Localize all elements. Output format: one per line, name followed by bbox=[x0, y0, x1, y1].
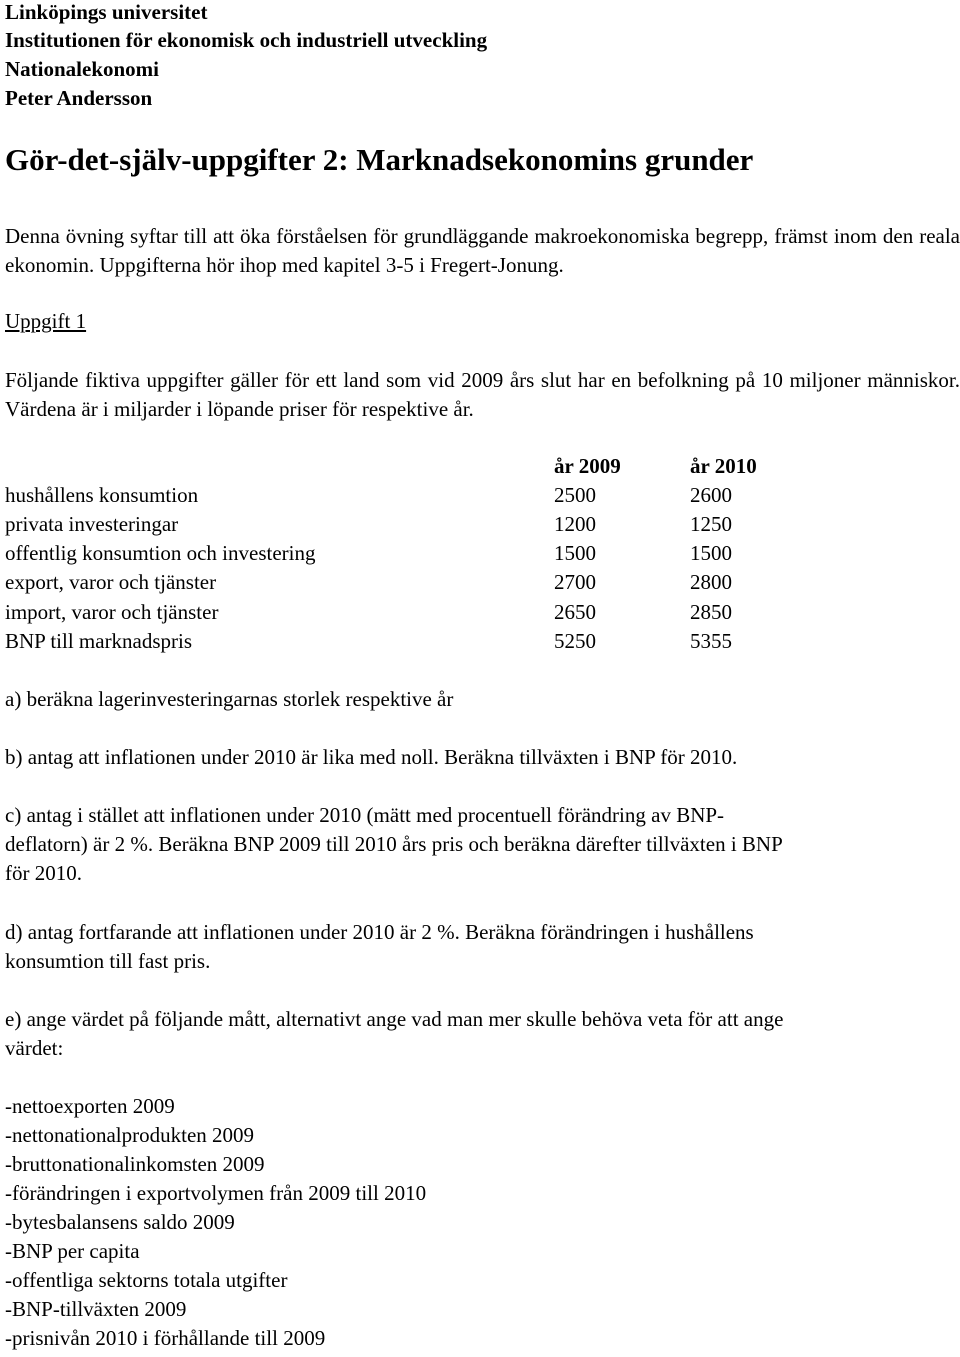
question-c-line-2: deflatorn) är 2 %. Beräkna BNP 2009 till 2010 års pris och beräkna därefter tillväxten i BNP bbox=[5, 832, 783, 856]
cell-2010: 5355 bbox=[690, 629, 732, 653]
cell-2009: 1500 bbox=[554, 541, 596, 565]
list-item: -offentliga sektorns totala utgifter bbox=[5, 1268, 288, 1292]
list-item: -bruttonationalinkomsten 2009 bbox=[5, 1152, 265, 1176]
cell-2009: 2700 bbox=[554, 570, 596, 594]
column-header-2010: år 2010 bbox=[690, 454, 757, 478]
table-row bbox=[0, 600, 960, 628]
list-item: -BNP per capita bbox=[5, 1239, 140, 1263]
cell-2010: 1500 bbox=[690, 541, 732, 565]
header-subject: Nationalekonomi bbox=[5, 57, 160, 81]
list-item: -nettoexporten 2009 bbox=[5, 1094, 175, 1118]
table-row bbox=[0, 483, 960, 511]
question-c-line-1: c) antag i stället att inflationen under 2010 (mätt med procentuell förändring av BNP- bbox=[5, 803, 725, 827]
row-label: hushållens konsumtion bbox=[5, 483, 199, 507]
list-item: -bytesbalansens saldo 2009 bbox=[5, 1210, 235, 1234]
question-b: b) antag att inflationen under 2010 är lika med noll. Beräkna tillväxten i BNP för 2010. bbox=[5, 745, 738, 769]
column-header-2009: år 2009 bbox=[554, 454, 621, 478]
question-e-line-1: e) ange värdet på följande mått, alternativt ange vad man mer skulle behöva veta för att ange bbox=[5, 1007, 784, 1031]
row-label: privata investeringar bbox=[5, 512, 179, 536]
header-author: Peter Andersson bbox=[5, 86, 153, 110]
question-d-line-1: d) antag fortfarande att inflationen under 2010 är 2 %. Beräkna förändringen i hushållens bbox=[5, 920, 754, 944]
cell-2009: 5250 bbox=[554, 629, 596, 653]
cell-2010: 2800 bbox=[690, 570, 732, 594]
question-e-line-2: värdet: bbox=[5, 1036, 64, 1060]
table-row bbox=[0, 512, 960, 540]
header-department: Institutionen för ekonomisk och industriell utveckling bbox=[5, 28, 488, 52]
table-row bbox=[0, 570, 960, 598]
task-heading: Uppgift 1 bbox=[5, 309, 87, 333]
list-item: -förändringen i exportvolymen från 2009 till 2010 bbox=[5, 1181, 427, 1205]
cell-2010: 2850 bbox=[690, 600, 732, 624]
cell-2009: 2650 bbox=[554, 600, 596, 624]
task-description: Följande fiktiva uppgifter gäller för ett land som vid 2009 års slut har en befolkning på 10 miljoner människor. Värdena är i miljarder i löpande priser för respektive år. bbox=[5, 368, 960, 421]
page-title: Gör-det-själv-uppgifter 2: Marknadsekonomins grunder bbox=[5, 142, 754, 177]
list-item: -BNP-tillväxten 2009 bbox=[5, 1297, 187, 1321]
table-row bbox=[0, 541, 960, 569]
question-c-line-3: för 2010. bbox=[5, 861, 82, 885]
row-label: import, varor och tjänster bbox=[5, 600, 219, 624]
list-item: -prisnivån 2010 i förhållande till 2009 bbox=[5, 1326, 326, 1350]
intro-paragraph: Denna övning syftar till att öka förståelsen för grundläggande makroekonomiska begrepp, främst inom den reala ekonomin. Uppgifterna hör ihop med kapitel 3-5 i Fregert-Jonung. bbox=[5, 224, 960, 277]
row-label: export, varor och tjänster bbox=[5, 570, 217, 594]
cell-2009: 1200 bbox=[554, 512, 596, 536]
cell-2009: 2500 bbox=[554, 483, 596, 507]
header-university: Linköpings universitet bbox=[5, 0, 208, 24]
cell-2010: 1250 bbox=[690, 512, 732, 536]
table-row bbox=[0, 629, 960, 657]
row-label: BNP till marknadspris bbox=[5, 629, 193, 653]
list-item: -nettonationalprodukten 2009 bbox=[5, 1123, 255, 1147]
cell-2010: 2600 bbox=[690, 483, 732, 507]
row-label: offentlig konsumtion och investering bbox=[5, 541, 316, 565]
question-a: a) beräkna lagerinvesteringarnas storlek respektive år bbox=[5, 687, 454, 711]
question-d-line-2: konsumtion till fast pris. bbox=[5, 949, 211, 973]
table-header-row bbox=[0, 454, 960, 482]
